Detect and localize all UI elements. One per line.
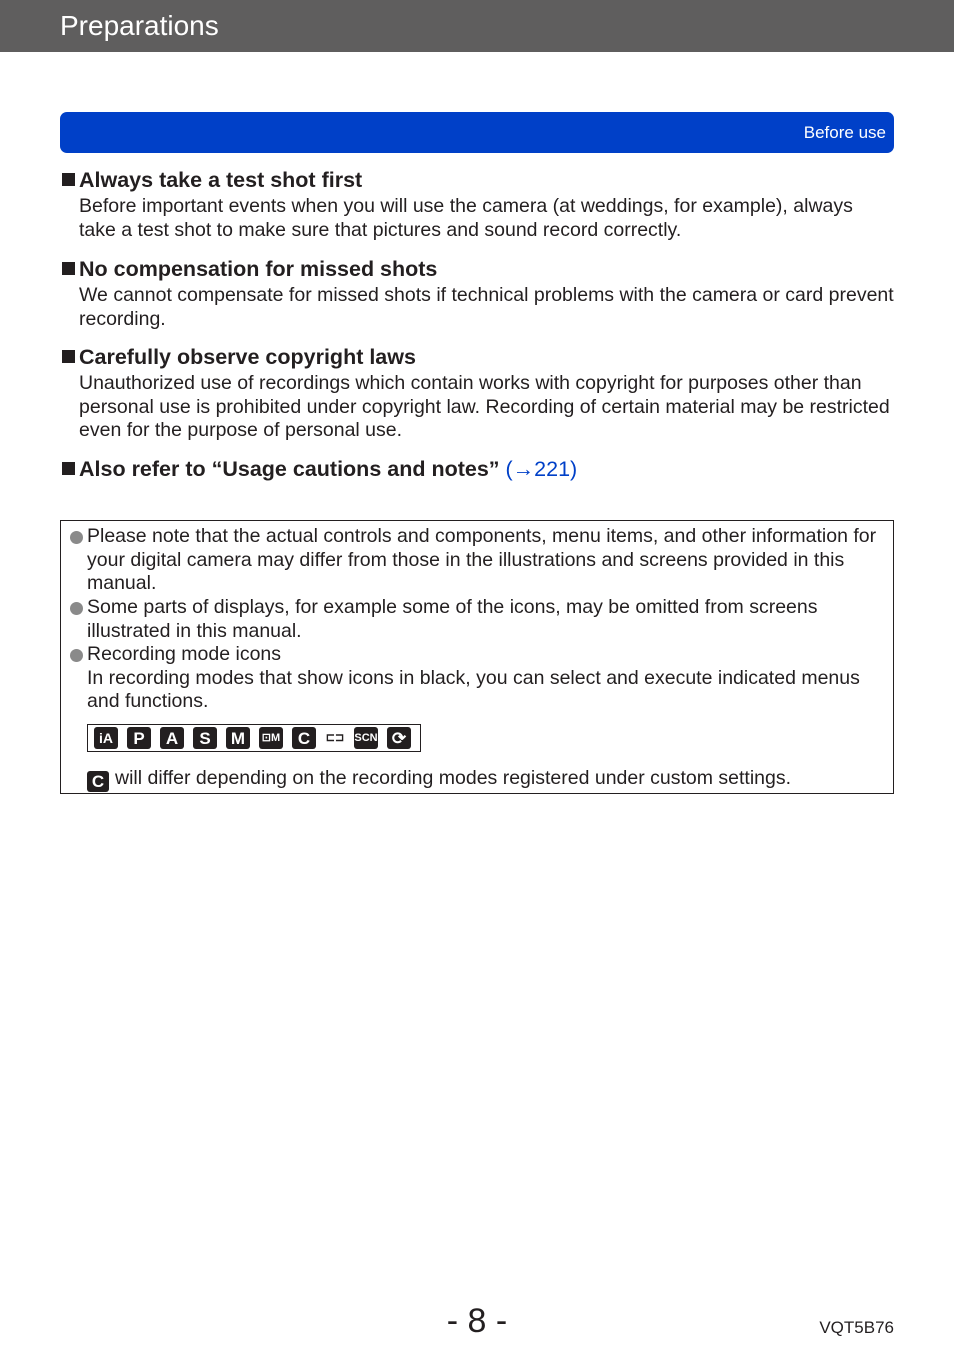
shutter-priority-mode-icon: S	[193, 727, 217, 749]
recording-modes-note: In recording modes that show icons in black, you can select and execute indicated menus and functions.	[87, 666, 860, 712]
topic-missed-shots	[60, 256, 894, 331]
custom-settings-note: C will differ depending on the recording modes registered under custom settings.	[87, 767, 887, 792]
topic-usage-cautions	[60, 456, 894, 482]
section-label: Before use	[803, 123, 886, 142]
note-item: Recording mode icons In recording modes that show icons in black, you can select and execute indicated menus and functions.	[70, 643, 890, 714]
square-bullet-icon	[62, 173, 75, 186]
manual-mode-icon: M	[226, 727, 250, 749]
topic-test-shot	[60, 167, 894, 242]
square-bullet-icon	[62, 350, 75, 363]
topic-body: Before important events when you will use the camera (at weddings, for example), always take a test shot to make sure that pictures and sound record correctly.	[79, 195, 853, 241]
creative-control-mode-icon: ⟳	[387, 727, 411, 749]
program-mode-icon: P	[127, 727, 151, 749]
recording-mode-icons	[87, 724, 421, 752]
bullet-dot-icon	[70, 649, 83, 662]
creative-video-mode-icon: ⊡M	[259, 727, 283, 749]
topic-body: We cannot compensate for missed shots if technical problems with the camera or card prevent recording.	[79, 284, 894, 330]
intelligent-auto-mode-icon: iA	[94, 727, 118, 749]
page-number: - 8 -	[446, 1302, 508, 1340]
custom-mode-icon: C	[87, 771, 109, 792]
square-bullet-icon	[62, 462, 75, 475]
topic-body: Unauthorized use of recordings which contain works with copyright for purposes other than personal use is prohibited under copyright law. Recording of certain material may be restricted even for the purpose of personal use.	[79, 372, 890, 441]
square-bullet-icon	[62, 262, 75, 275]
chapter-title: Preparations	[60, 10, 219, 41]
header-bar	[0, 0, 954, 52]
document-code: VQT5B76	[819, 1318, 894, 1337]
panorama-mode-icon: ⊏⊐	[325, 731, 345, 744]
topic-heading: Always take a test shot first	[79, 168, 363, 192]
topic-copyright	[60, 344, 894, 443]
section-bar	[60, 112, 894, 153]
page-reference-link[interactable]: (→221)	[505, 457, 578, 481]
note-item: Please note that the actual controls and components, menu items, and other information for your digital camera may differ from those in the illustrations and screens provided in this manual.	[70, 525, 890, 596]
bullet-dot-icon	[70, 531, 83, 544]
bullet-dot-icon	[70, 602, 83, 615]
aperture-priority-mode-icon: A	[160, 727, 184, 749]
scene-mode-icon: SCN	[354, 727, 378, 749]
custom-mode-icon: C	[292, 727, 316, 749]
note-item: Some parts of displays, for example some of the icons, may be omitted from screens illustrated in this manual.	[70, 596, 890, 643]
topic-heading: Carefully observe copyright laws	[79, 345, 416, 369]
topic-heading: Also refer to “Usage cautions and notes”	[79, 457, 500, 481]
topic-heading: No compensation for missed shots	[79, 257, 438, 281]
notes-box	[60, 520, 894, 794]
